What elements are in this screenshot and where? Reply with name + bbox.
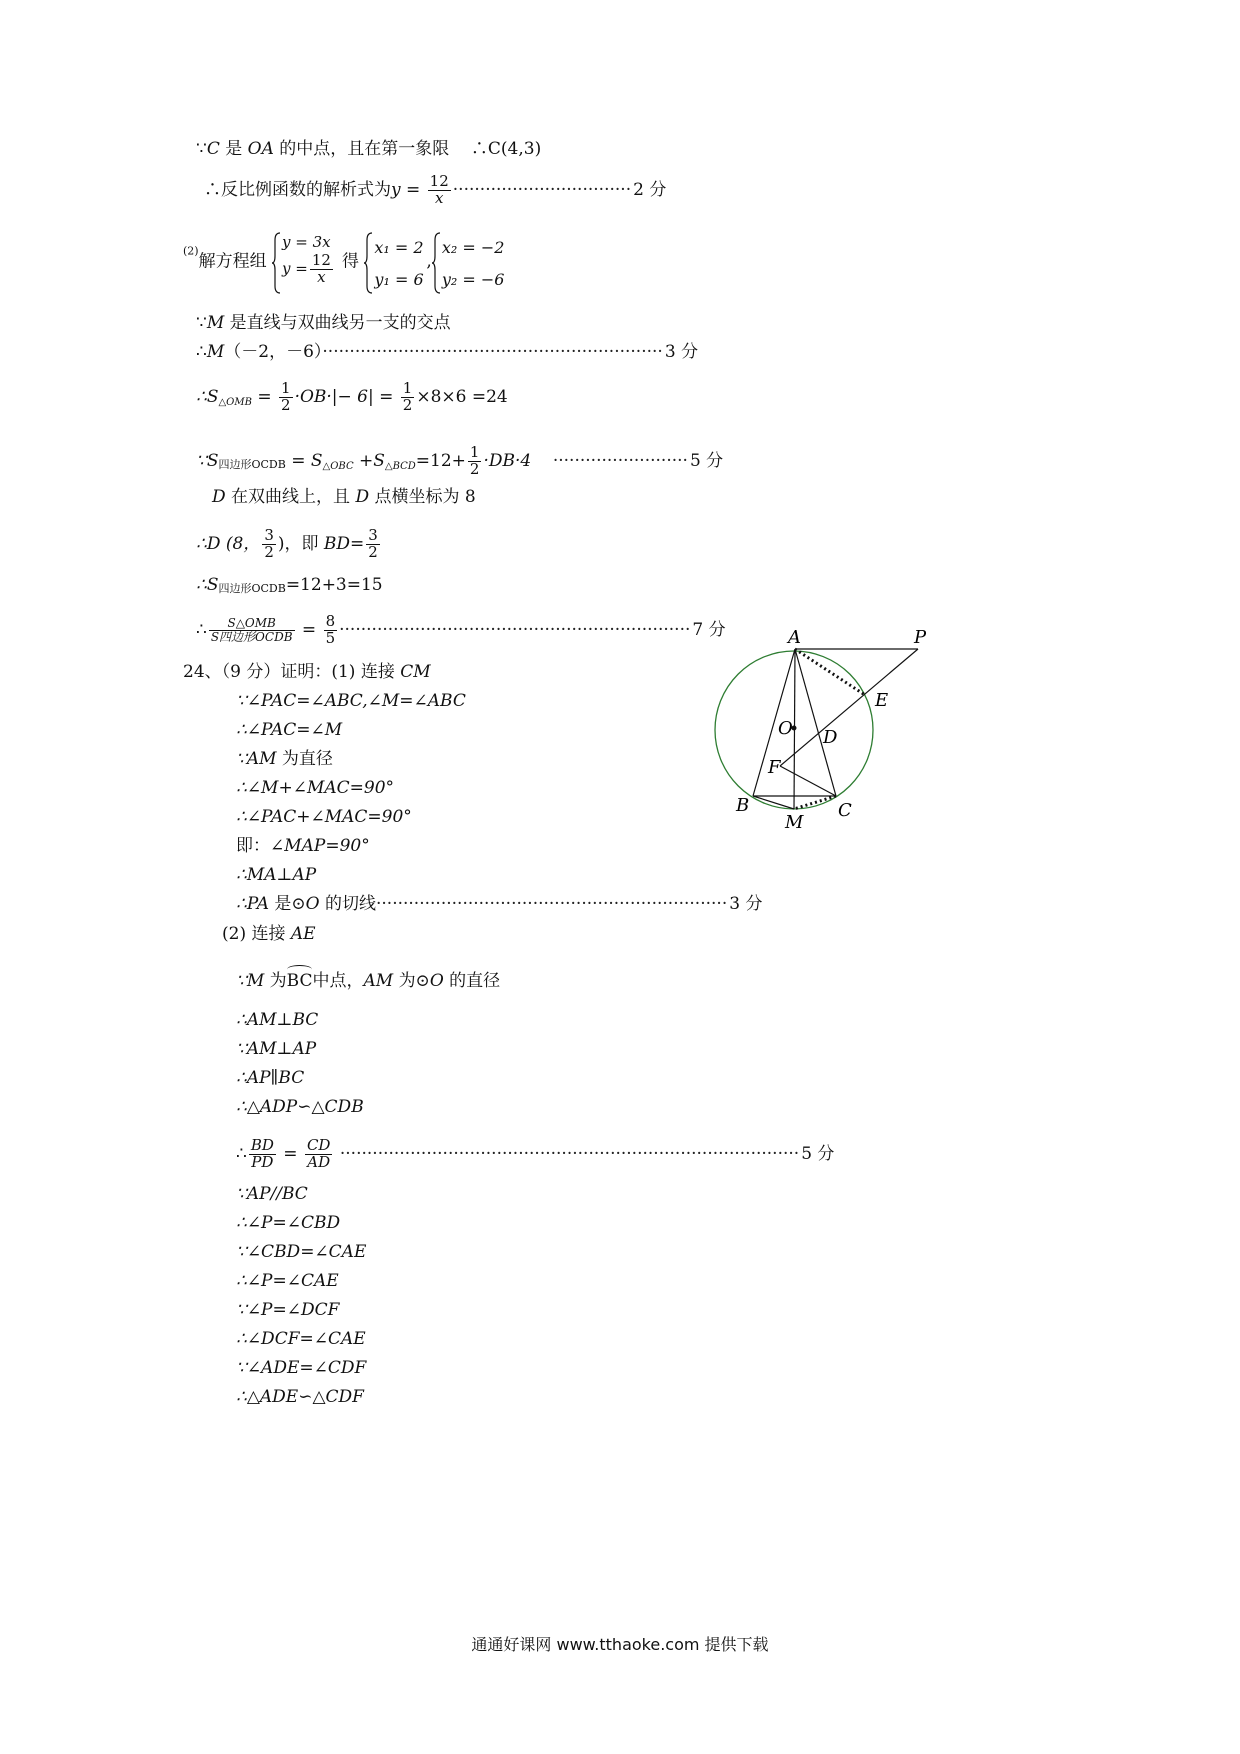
segment-cm (794, 796, 836, 809)
proof-line: ∴∠PAC=∠M (236, 720, 343, 740)
segment-bm (753, 796, 794, 809)
label-e: E (875, 690, 889, 711)
line-c-midpoint: ∵C 是 OA 的中点，且在第一象限 ∴C(4,3) (196, 139, 542, 159)
left-brace-icon (432, 232, 442, 294)
proof-line: ∴△ADE∽△CDF (236, 1387, 364, 1407)
line-inverse-function: ∴反比例函数的解析式为y = $\frac{12}{x}$ ································· 2 分 (204, 172, 667, 207)
label-p: P (914, 627, 927, 648)
line-d-coordinates: ∴D (8， $\frac{3}{2}$ )，即 BD= $\frac{3}{2}$ (196, 526, 378, 561)
proof-line: ∵∠PAC=∠ABC,∠M=∠ABC (236, 691, 466, 711)
label-o: O (778, 718, 793, 739)
label-c: C (838, 800, 852, 821)
part2-heading: (2) 连接 AE (222, 924, 316, 944)
q24-heading: 24、（9 分）证明：(1) 连接 CM (183, 662, 431, 682)
label-b: B (736, 795, 750, 816)
line-area-ocdb: ∵S四边形OCDB = $S_{\triangle OBC} +S_{\triangle BCD}=12+$ $\frac{1}{2}$ ·DB·4 ························· 5 分 (196, 443, 724, 478)
proof-line: ∴∠PAC+∠MAC=90° (236, 807, 412, 827)
proof-line: ∵AM⊥AP (236, 1039, 317, 1059)
proof-line: ∴AP∥BC (236, 1068, 305, 1088)
proof-line: ∴ $\frac{BD}{PD}$ = $\frac{CD}{AD}$ ····················································································· 5 分 (236, 1136, 835, 1171)
footer-text: 通通好课网 www.tthaoke.com 提供下载 (471, 1635, 769, 1654)
proof-line: ∵∠CBD=∠CAE (236, 1242, 367, 1262)
label-d: D (823, 727, 838, 748)
proof-line: ∵AP//BC (236, 1184, 308, 1204)
proof-line: ∴AM⊥BC (236, 1010, 319, 1030)
proof-line: ∴MA⊥AP (236, 865, 317, 885)
line-area-ratio: ∴ $\frac{\text{S△OMB}}{\text{S四边形OCDB}}$ = $\frac{8}{5}$ ································································· 7 分 (196, 612, 726, 647)
line-d-on-hyperbola: D 在双曲线上，且 D 点横坐标为 8 (212, 487, 476, 507)
label-f: F (768, 757, 781, 778)
line-area-ocdb-total: ∴S四边形OCDB=12+3=15 (196, 575, 383, 595)
proof-line: ∴∠P=∠CBD (236, 1213, 341, 1233)
proof-line: ∵M 为BC中点，AM 为⊙O 的直径 (236, 971, 501, 991)
proof-line: ∵∠ADE=∠CDF (236, 1358, 367, 1378)
proof-line: ∴∠DCF=∠CAE (236, 1329, 366, 1349)
line-m-coordinates: ∴M（－2，－6）······························································· 3 分 (196, 342, 699, 362)
proof-line: 即：∠MAP=90° (236, 836, 370, 856)
label-m: M (785, 812, 804, 833)
line-equation-system: $^{(2)}$解方程组 y = 3x y = $\frac{12}{x}$ 得 x₁ = 2 y₁ = 6, x₂ = −2 y₂ = −6 (183, 232, 512, 292)
left-brace-icon (272, 232, 282, 294)
segment-fc (780, 766, 836, 796)
proof-line: ∵∠P=∠DCF (236, 1300, 340, 1320)
proof-line: ∴∠P=∠CAE (236, 1271, 339, 1291)
left-brace-icon (364, 232, 374, 294)
geometry-figure (700, 620, 960, 840)
proof-line: ∵AM 为直径 (236, 749, 333, 769)
line-m-intersection: ∵M 是直线与双曲线另一支的交点 (196, 313, 451, 333)
proof-line: ∴∠M+∠MAC=90° (236, 778, 395, 798)
label-a: A (788, 627, 801, 648)
segment-pf (780, 649, 918, 766)
line-area-omb: $\therefore S_{\triangle OMB}$ = $\frac{1}{2}$ ·OB·|− 6| = $\frac{1}{2}$ ×8×6 =24 (196, 379, 508, 414)
proof-line: ∴PA 是⊙O 的切线································································· 3 分 (236, 894, 763, 914)
proof-line: ∴△ADP∽△CDB (236, 1097, 364, 1117)
